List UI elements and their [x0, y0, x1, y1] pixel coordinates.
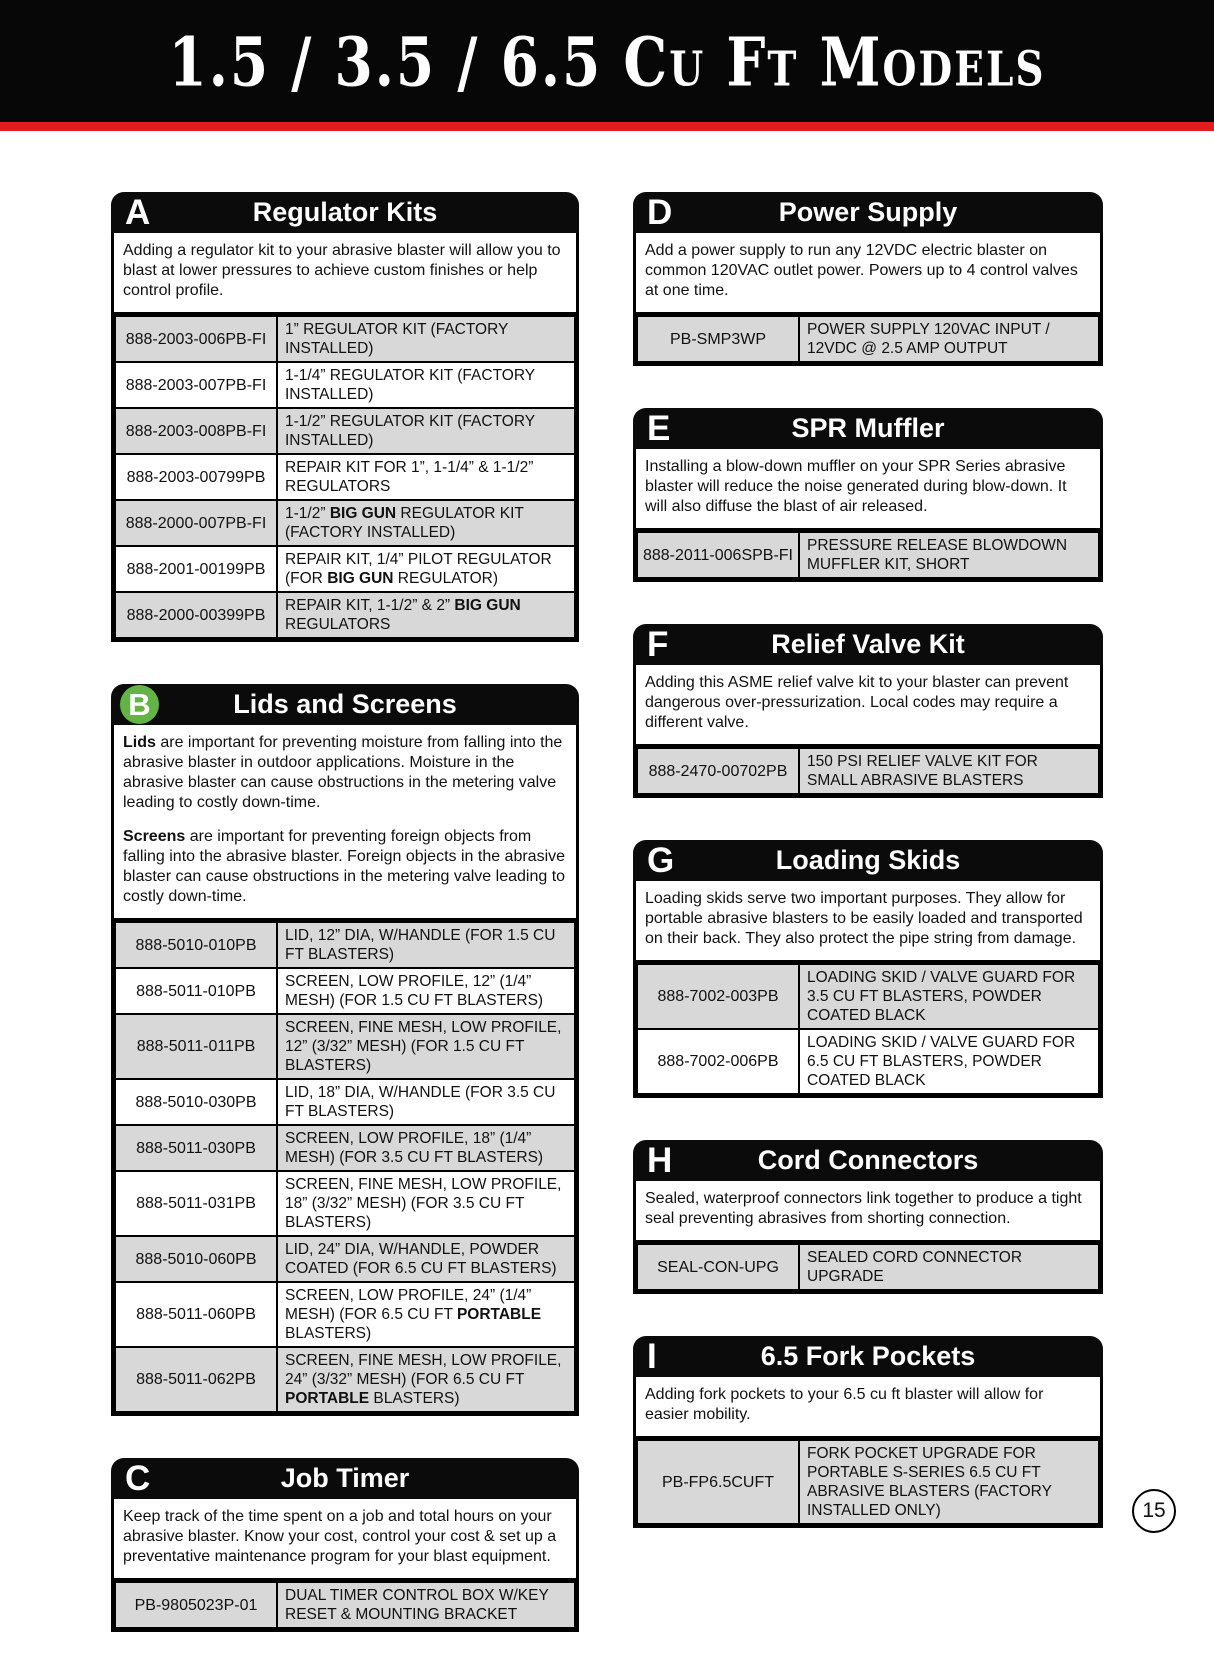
parts-table: [636, 747, 1100, 795]
section-title: Loading Skids: [775, 845, 961, 875]
section-header: [633, 1140, 1103, 1181]
section-description-block: [636, 449, 1100, 531]
part-number-cell: 888-2000-007PB-FI: [115, 500, 277, 546]
part-number-cell: 888-5011-011PB: [115, 1014, 277, 1079]
section-body: [633, 1377, 1103, 1528]
part-number-cell: 888-7002-003PB: [637, 964, 799, 1029]
part-description-cell: LID, 24” DIA, W/HANDLE, POWDER COATED (FOR 6.5 CU FT BLASTERS): [277, 1236, 575, 1282]
section-i: [633, 1336, 1103, 1528]
page-title-words: Cu Ft Models: [623, 21, 1046, 101]
section-header: [633, 840, 1103, 881]
section-h: [633, 1140, 1103, 1294]
part-number-cell: 888-5011-060PB: [115, 1282, 277, 1347]
section-description: Screens are important for preventing foreign objects from falling into the abrasive blaster. Foreign objects in the abrasive blaster can cause obstructions in the metering valve leading to costly down-time.: [123, 828, 566, 905]
part-description-cell: LOADING SKID / VALVE GUARD FOR 6.5 CU FT BLASTERS, POWDER COATED BLACK: [799, 1029, 1099, 1094]
section-description: Adding this ASME relief valve kit to your blaster can prevent dangerous over-pressurization. Local codes may require a different valve.: [645, 674, 1069, 731]
section-letter-badge: H: [647, 1141, 673, 1180]
section-description-block: [636, 1377, 1100, 1439]
parts-table: [636, 1243, 1100, 1291]
part-number-cell: PB-9805023P-01: [115, 1582, 277, 1628]
section-c: [111, 1458, 579, 1632]
parts-table: [636, 1439, 1100, 1525]
section-b: [111, 684, 579, 1416]
part-description-cell: SEALED CORD CONNECTOR UPGRADE: [799, 1244, 1099, 1290]
section-title: Job Timer: [280, 1463, 410, 1493]
part-description-cell: POWER SUPPLY 120VAC INPUT / 12VDC @ 2.5 AMP OUTPUT: [799, 316, 1099, 362]
table-row: [637, 1440, 1099, 1524]
table-row: [115, 592, 575, 638]
page-title: [168, 21, 1045, 100]
page-number: 15: [1142, 1499, 1166, 1522]
part-description-cell: SCREEN, FINE MESH, LOW PROFILE, 24” (3/32” MESH) (FOR 6.5 CU FT PORTABLE BLASTERS): [277, 1347, 575, 1412]
section-letter-badge: F: [647, 625, 669, 664]
section-body: [633, 449, 1103, 582]
part-number-cell: 888-2011-006SPB-FI: [637, 532, 799, 578]
table-row: [115, 968, 575, 1014]
part-number-cell: PB-FP6.5CUFT: [637, 1440, 799, 1524]
part-number-cell: 888-2003-007PB-FI: [115, 362, 277, 408]
parts-table: [114, 921, 576, 1413]
section-description: Add a power supply to run any 12VDC electric blaster on common 120VAC outlet power. Powers up to 4 control valves at one time.: [645, 242, 1078, 299]
part-description-cell: 150 PSI RELIEF VALVE KIT FOR SMALL ABRASIVE BLASTERS: [799, 748, 1099, 794]
part-number-cell: 888-2003-00799PB: [115, 454, 277, 500]
table-row: [637, 964, 1099, 1029]
section-description: Sealed, waterproof connectors link together to produce a tight seal preventing abrasives from shorting connection.: [645, 1190, 1082, 1227]
section-e: [633, 408, 1103, 582]
table-row: [637, 748, 1099, 794]
table-row: [115, 1347, 575, 1412]
section-header: [633, 192, 1103, 233]
section-title: Relief Valve Kit: [771, 629, 965, 659]
part-description-cell: SCREEN, FINE MESH, LOW PROFILE, 18” (3/32” MESH) (FOR 3.5 CU FT BLASTERS): [277, 1171, 575, 1236]
table-row: [115, 316, 575, 362]
section-title: Lids and Screens: [233, 689, 457, 719]
part-number-cell: 888-2470-00702PB: [637, 748, 799, 794]
section-description: Keep track of the time spent on a job and total hours on your abrasive blaster. Know your cost, control your cost & set up a preventative maintenance program for your blast equipment.: [123, 1508, 557, 1565]
part-number-cell: 888-2003-008PB-FI: [115, 408, 277, 454]
section-description-block: [636, 233, 1100, 315]
part-number-cell: 888-5011-031PB: [115, 1171, 277, 1236]
section-body: [111, 233, 579, 642]
part-description-cell: REPAIR KIT, 1-1/2” & 2” BIG GUN REGULATORS: [277, 592, 575, 638]
section-description-block: [636, 665, 1100, 747]
section-title: 6.5 Fork Pockets: [760, 1341, 976, 1371]
table-row: [115, 1171, 575, 1236]
part-description-cell: DUAL TIMER CONTROL BOX W/KEY RESET & MOUNTING BRACKET: [277, 1582, 575, 1628]
part-description-cell: SCREEN, FINE MESH, LOW PROFILE, 12” (3/32” MESH) (FOR 1.5 CU FT BLASTERS): [277, 1014, 575, 1079]
section-description-block: [636, 881, 1100, 963]
table-row: [115, 1282, 575, 1347]
section-title: Cord Connectors: [757, 1145, 979, 1175]
part-description-cell: LID, 12” DIA, W/HANDLE (FOR 1.5 CU FT BLASTERS): [277, 922, 575, 968]
part-number-cell: 888-5010-060PB: [115, 1236, 277, 1282]
section-letter-badge: C: [125, 1459, 151, 1498]
table-row: [637, 1244, 1099, 1290]
parts-table: [636, 963, 1100, 1095]
part-number-cell: 888-7002-006PB: [637, 1029, 799, 1094]
section-header: [111, 1458, 579, 1499]
part-number-cell: 888-5011-062PB: [115, 1347, 277, 1412]
table-row: [115, 546, 575, 592]
section-description: Loading skids serve two important purposes. They allow for portable abrasive blasters to be easily loaded and transported on their back. They also protect the pipe string from damage.: [645, 890, 1083, 947]
part-number-cell: 888-5011-010PB: [115, 968, 277, 1014]
section-description-block: [114, 725, 576, 921]
table-row: [115, 1014, 575, 1079]
section-description-block: [636, 1181, 1100, 1243]
parts-table: [114, 315, 576, 639]
table-row: [115, 922, 575, 968]
section-header: [111, 192, 579, 233]
section-title: Regulator Kits: [252, 197, 438, 227]
table-row: [637, 316, 1099, 362]
section-body: [111, 725, 579, 1416]
section-g: [633, 840, 1103, 1098]
section-header: [633, 408, 1103, 449]
section-body: [633, 233, 1103, 366]
section-header: [111, 684, 579, 725]
table-row: [115, 1236, 575, 1282]
part-description-cell: PRESSURE RELEASE BLOWDOWN MUFFLER KIT, SHORT: [799, 532, 1099, 578]
accent-stripe: [0, 122, 1214, 131]
table-row: [115, 1582, 575, 1628]
section-description: Adding a regulator kit to your abrasive blaster will allow you to blast at lower pressures to achieve custom finishes or help control profile.: [123, 242, 561, 299]
part-description-cell: REPAIR KIT FOR 1”, 1-1/4” & 1-1/2” REGULATORS: [277, 454, 575, 500]
part-description-cell: REPAIR KIT, 1/4” PILOT REGULATOR (FOR BIG GUN REGULATOR): [277, 546, 575, 592]
section-body: [633, 881, 1103, 1098]
section-description: Adding fork pockets to your 6.5 cu ft blaster will allow for easier mobility.: [645, 1386, 1044, 1423]
right-column: [633, 192, 1103, 1570]
section-body: [111, 1499, 579, 1632]
part-description-cell: SCREEN, LOW PROFILE, 12” (1/4” MESH) (FOR 1.5 CU FT BLASTERS): [277, 968, 575, 1014]
section-letter-badge: I: [647, 1337, 657, 1376]
table-row: [115, 408, 575, 454]
part-description-cell: SCREEN, LOW PROFILE, 24” (1/4” MESH) (FOR 6.5 CU FT PORTABLE BLASTERS): [277, 1282, 575, 1347]
section-title: Power Supply: [778, 197, 958, 227]
section-f: [633, 624, 1103, 798]
part-number-cell: 888-2003-006PB-FI: [115, 316, 277, 362]
part-description-cell: LOADING SKID / VALVE GUARD FOR 3.5 CU FT BLASTERS, POWDER COATED BLACK: [799, 964, 1099, 1029]
part-number-cell: 888-2001-00199PB: [115, 546, 277, 592]
table-row: [115, 1079, 575, 1125]
section-letter-badge: G: [647, 841, 675, 880]
parts-table: [636, 531, 1100, 579]
section-title: SPR Muffler: [791, 413, 945, 443]
parts-table: [114, 1581, 576, 1629]
part-description-cell: 1” REGULATOR KIT (FACTORY INSTALLED): [277, 316, 575, 362]
part-number-cell: 888-5010-010PB: [115, 922, 277, 968]
table-row: [115, 362, 575, 408]
section-header: [633, 624, 1103, 665]
section-body: [633, 1181, 1103, 1294]
section-letter-badge: D: [647, 193, 673, 232]
part-number-cell: 888-5010-030PB: [115, 1079, 277, 1125]
part-number-cell: 888-5011-030PB: [115, 1125, 277, 1171]
page-banner: [0, 0, 1214, 122]
section-letter-badge: E: [647, 409, 671, 448]
page-number-badge: [1132, 1489, 1176, 1533]
left-column: [111, 192, 579, 1674]
page-title-numbers: 1.5 / 3.5 / 6.5: [168, 21, 603, 101]
table-row: [115, 1125, 575, 1171]
section-letter-badge: A: [125, 193, 151, 232]
section-letter-badge: B: [120, 685, 159, 724]
section-a: [111, 192, 579, 642]
part-number-cell: 888-2000-00399PB: [115, 592, 277, 638]
table-row: [115, 454, 575, 500]
section-body: [633, 665, 1103, 798]
part-number-cell: PB-SMP3WP: [637, 316, 799, 362]
part-description-cell: 1-1/2” BIG GUN REGULATOR KIT (FACTORY INSTALLED): [277, 500, 575, 546]
part-description-cell: SCREEN, LOW PROFILE, 18” (1/4” MESH) (FOR 3.5 CU FT BLASTERS): [277, 1125, 575, 1171]
table-row: [637, 1029, 1099, 1094]
section-description: Lids are important for preventing moisture from falling into the abrasive blaster in outdoor applications. Moisture in the abrasive blaster can cause obstructions in the metering valve leading to costly down-time.: [123, 734, 563, 811]
section-d: [633, 192, 1103, 366]
section-description-block: [114, 233, 576, 315]
part-description-cell: LID, 18” DIA, W/HANDLE (FOR 3.5 CU FT BLASTERS): [277, 1079, 575, 1125]
part-description-cell: 1-1/2” REGULATOR KIT (FACTORY INSTALLED): [277, 408, 575, 454]
parts-table: [636, 315, 1100, 363]
section-header: [633, 1336, 1103, 1377]
table-row: [115, 500, 575, 546]
section-description: Installing a blow-down muffler on your SPR Series abrasive blaster will reduce the noise generated during blow-down. It will also diffuse the blast of air released.: [645, 458, 1067, 515]
part-number-cell: SEAL-CON-UPG: [637, 1244, 799, 1290]
part-description-cell: FORK POCKET UPGRADE FOR PORTABLE S-SERIES 6.5 CU FT ABRASIVE BLASTERS (FACTORY INSTALLED ONLY): [799, 1440, 1099, 1524]
table-row: [637, 532, 1099, 578]
section-description-block: [114, 1499, 576, 1581]
part-description-cell: 1-1/4” REGULATOR KIT (FACTORY INSTALLED): [277, 362, 575, 408]
